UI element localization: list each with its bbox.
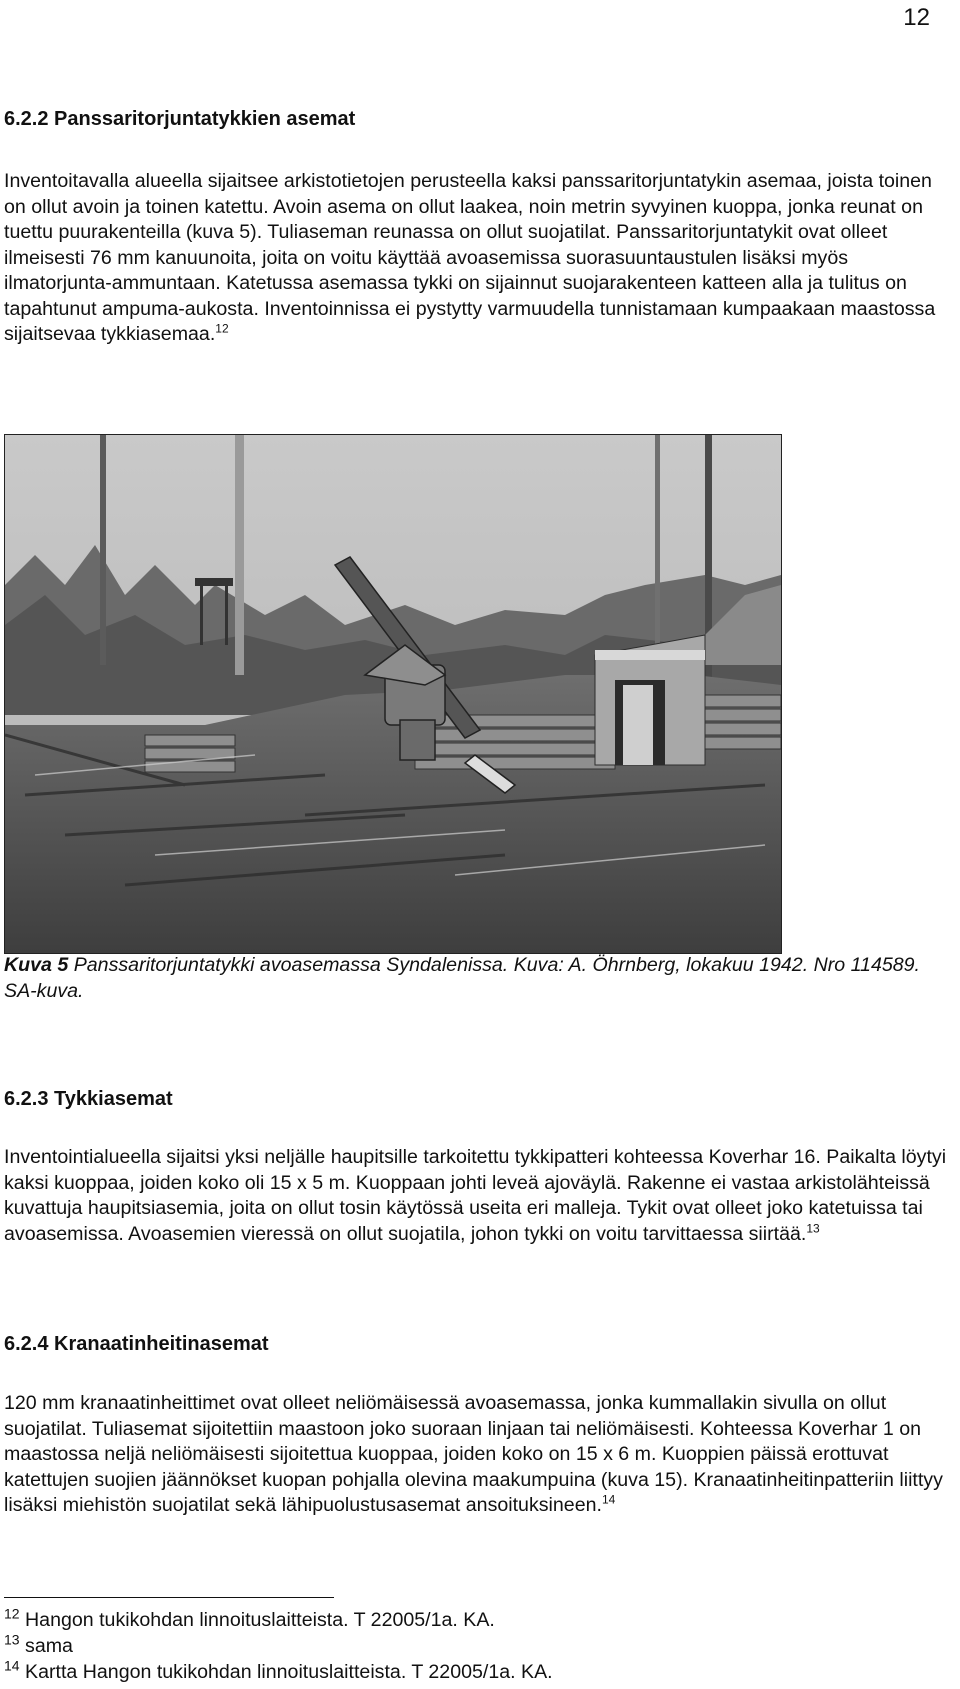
footnote-text: sama [25,1635,73,1657]
footnote-ref: 14 [601,1492,616,1507]
footnote-ref: 12 [215,321,229,336]
paragraph-text: Inventoitavalla alueella sijaitsee arkistotietojen perusteella kaksi panssaritorjuntatykin asemaa, joista toinen on ollut avoin ja toinen katettu. Avoin asema on ollut laakea, noin metrin syvyinen kuoppa, jonka reunat on tuettu puurakenteilla (kuva 5). Tuliaseman reunassa on ollut suojatilat. Panssaritorjuntatykit ovat olleet ilmeisesti 76 mm kanuunoita, joita on voitu käyttää avoasemissa suorasuuntaustulen lisäksi myös ilmatorjunta-ammuntaan. Katetussa asemassa tykki on sijainnut suojarakenteen katteen alla ja tulitus on tapahtunut ampuma-aukosta. Inventoinnissa ei pystytty varmuudella tunnistamaan kumpaakaan maastossa sijaitsevaa tykkiasemaa. [4,170,936,345]
footnote-number: 13 [4,1631,20,1648]
caption-text: Panssaritorjuntatykki avoasemassa Syndalenissa. Kuva: A. Öhrnberg, lokakuu 1942. Nro 114589. SA-kuva. [4,954,920,1002]
figure-photo [4,434,782,954]
section-heading-6-2-4: 6.2.4 Kranaatinheitinasemat [4,1333,269,1355]
footnote-12 [4,1607,495,1633]
footnote-13 [4,1633,73,1659]
footnote-divider [4,1597,334,1598]
caption-label: Kuva 5 [4,954,69,976]
footnote-text: Hangon tukikohdan linnoituslaitteista. T 22005/1a. KA. [25,1609,495,1631]
page-number: 12 [903,4,930,31]
section-paragraph-6-2-4 [4,1391,954,1519]
footnote-number: 12 [4,1605,20,1622]
paragraph-text: Inventointialueella sijaitsi yksi neljälle haupitsille tarkoitettu tykkipatteri kohteessa Koverhar 16. Paikalta löytyi kaksi kuoppaa, joiden koko oli 15 x 5 m. Kuoppaan johti leveä ajoväylä. Rakenne ei vastaa arkistolähteissä kuvattuja haupitsiasemia, joita on ollut tosin käytössä useita eri malleja. Tykit ovat olleet joko katetuissa tai avoasemissa. Avoasemien vieressä on ollut suojatila, johon tykki on voitu tarvittaessa siirtää. [4,1146,947,1245]
footnote-number: 14 [4,1657,20,1674]
section-paragraph-6-2-2 [4,169,954,348]
footnote-ref: 13 [806,1220,820,1235]
footnote-text: Kartta Hangon tukikohdan linnoituslaitteista. T 22005/1a. KA. [25,1661,553,1683]
section-heading-6-2-2: 6.2.2 Panssaritorjuntatykkien asemat [4,108,356,130]
paragraph-text: 120 mm kranaatinheittimet ovat olleet neliömäisessä avoasemassa, jonka kummallakin sivulla on ollut suojatilat. Tuliasemat sijoitettiin maastoon joko suoraan linjaan tai neliömäisesti. Kohteessa Koverhar 1 on maastossa neljä neliömäisesti sijoitettua kuoppaa, joiden koko on 15 x 6 m. Kuoppien päissä erottuvat katettujen suojien jäännökset kuopan pohjalla olevina maakumpuina (kuva 15). Kranaatinheitinpatteriin liittyy lisäksi miehistön suojatilat sekä lähipuolustusasemat ansoituksineen. [4,1392,943,1516]
figure-caption [4,952,954,1004]
section-paragraph-6-2-3 [4,1145,954,1247]
footnote-14 [4,1659,553,1685]
section-heading-6-2-3: 6.2.3 Tykkiasemat [4,1088,173,1110]
photo-illustration [5,435,781,953]
